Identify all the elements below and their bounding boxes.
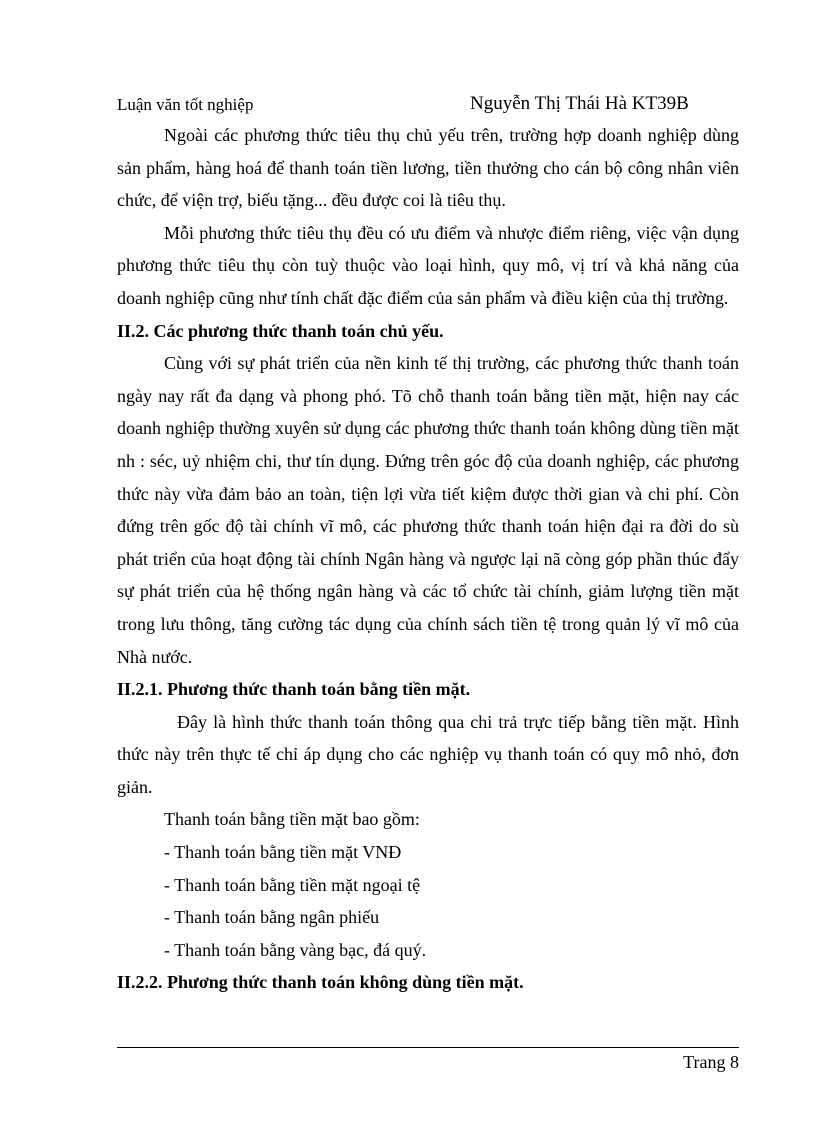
list-item: - Thanh toán bằng tiền mặt ngoại tệ	[164, 874, 421, 895]
paragraph-1: Ngoài các phương thức tiêu thụ chủ yếu trên, trường hợp doanh nghiệp dùng sản phẩm, hàng hoá để thanh toán tiền lương, tiền thưởng cho cán bộ công nhân viên chức, để viện trợ, biếu tặng... đều được coi là tiêu thụ.	[117, 125, 739, 211]
list-intro: Thanh toán bằng tiền mặt bao gồm:	[164, 809, 420, 830]
paragraph-4: Đây là hình thức thanh toán thông qua chi trả trực tiếp bằng tiền mặt. Hình thức này trên thực tế chỉ áp dụng cho các nghiệp vụ thanh toán có quy mô nhỏ, đơn giản.	[117, 711, 739, 797]
footer-divider	[117, 1047, 739, 1048]
document-header-left: Luận văn tốt nghiệp	[117, 95, 254, 114]
list-item: - Thanh toán bằng ngân phiếu	[164, 907, 380, 928]
document-header-author: Nguyễn Thị Thái Hà KT39B	[470, 93, 689, 114]
paragraph-2: Mỗi phương thức tiêu thụ đều có ưu điểm và nhược điểm riêng, việc vận dụng phương thức tiêu thụ còn tuỳ thuộc vào loại hình, quy mô, vị trí và khả năng của doanh nghiệp cũng như tính chất đặc điểm của sản phẩm và điều kiện của thị trường.	[117, 222, 739, 308]
list-item: - Thanh toán bằng tiền mặt VNĐ	[164, 842, 402, 863]
section-heading-2: II.2. Các phương thức thanh toán chủ yếu.	[117, 320, 444, 341]
page-content	[117, 119, 739, 999]
page-number: Trang 8	[683, 1052, 739, 1072]
list-item: - Thanh toán bằng vàng bạc, đá quý.	[164, 939, 427, 960]
section-heading-2-2: II.2.2. Phương thức thanh toán không dùng tiền mặt.	[117, 972, 524, 993]
paragraph-3: Cùng với sự phát triển của nền kinh tế thị trường, các phương thức thanh toán ngày nay rất đa dạng và phong phó. Tõ chỗ thanh toán bằng tiền mặt, hiện nay các doanh nghiệp thường xuyên sử dụng các phương thức thanh toán không dùng tiền mặt nh : séc, uỷ nhiệm chi, thư tín dụng. Đứng trên góc độ của doanh nghiệp, các phương thức này vừa đảm bảo an toàn, tiện lợi vừa tiết kiệm được thời gian và chi phí. Còn đứng trên gốc độ tài chính vĩ mô, các phương thức thanh toán hiện đại ra đời do sù phát triển của hoạt động tài chính Ngân hàng và ngược lại nã còng góp phần thúc đẩy sự phát triển của hệ thống ngân hàng và các tổ chức tài chính, giảm lượng tiền mặt trong lưu thông, tăng cường tác dụng của chính sách tiền tệ trong quản lý vĩ mô của Nhà nước.	[117, 353, 739, 667]
section-heading-2-1: II.2.1. Phương thức thanh toán bằng tiền mặt.	[117, 679, 471, 700]
